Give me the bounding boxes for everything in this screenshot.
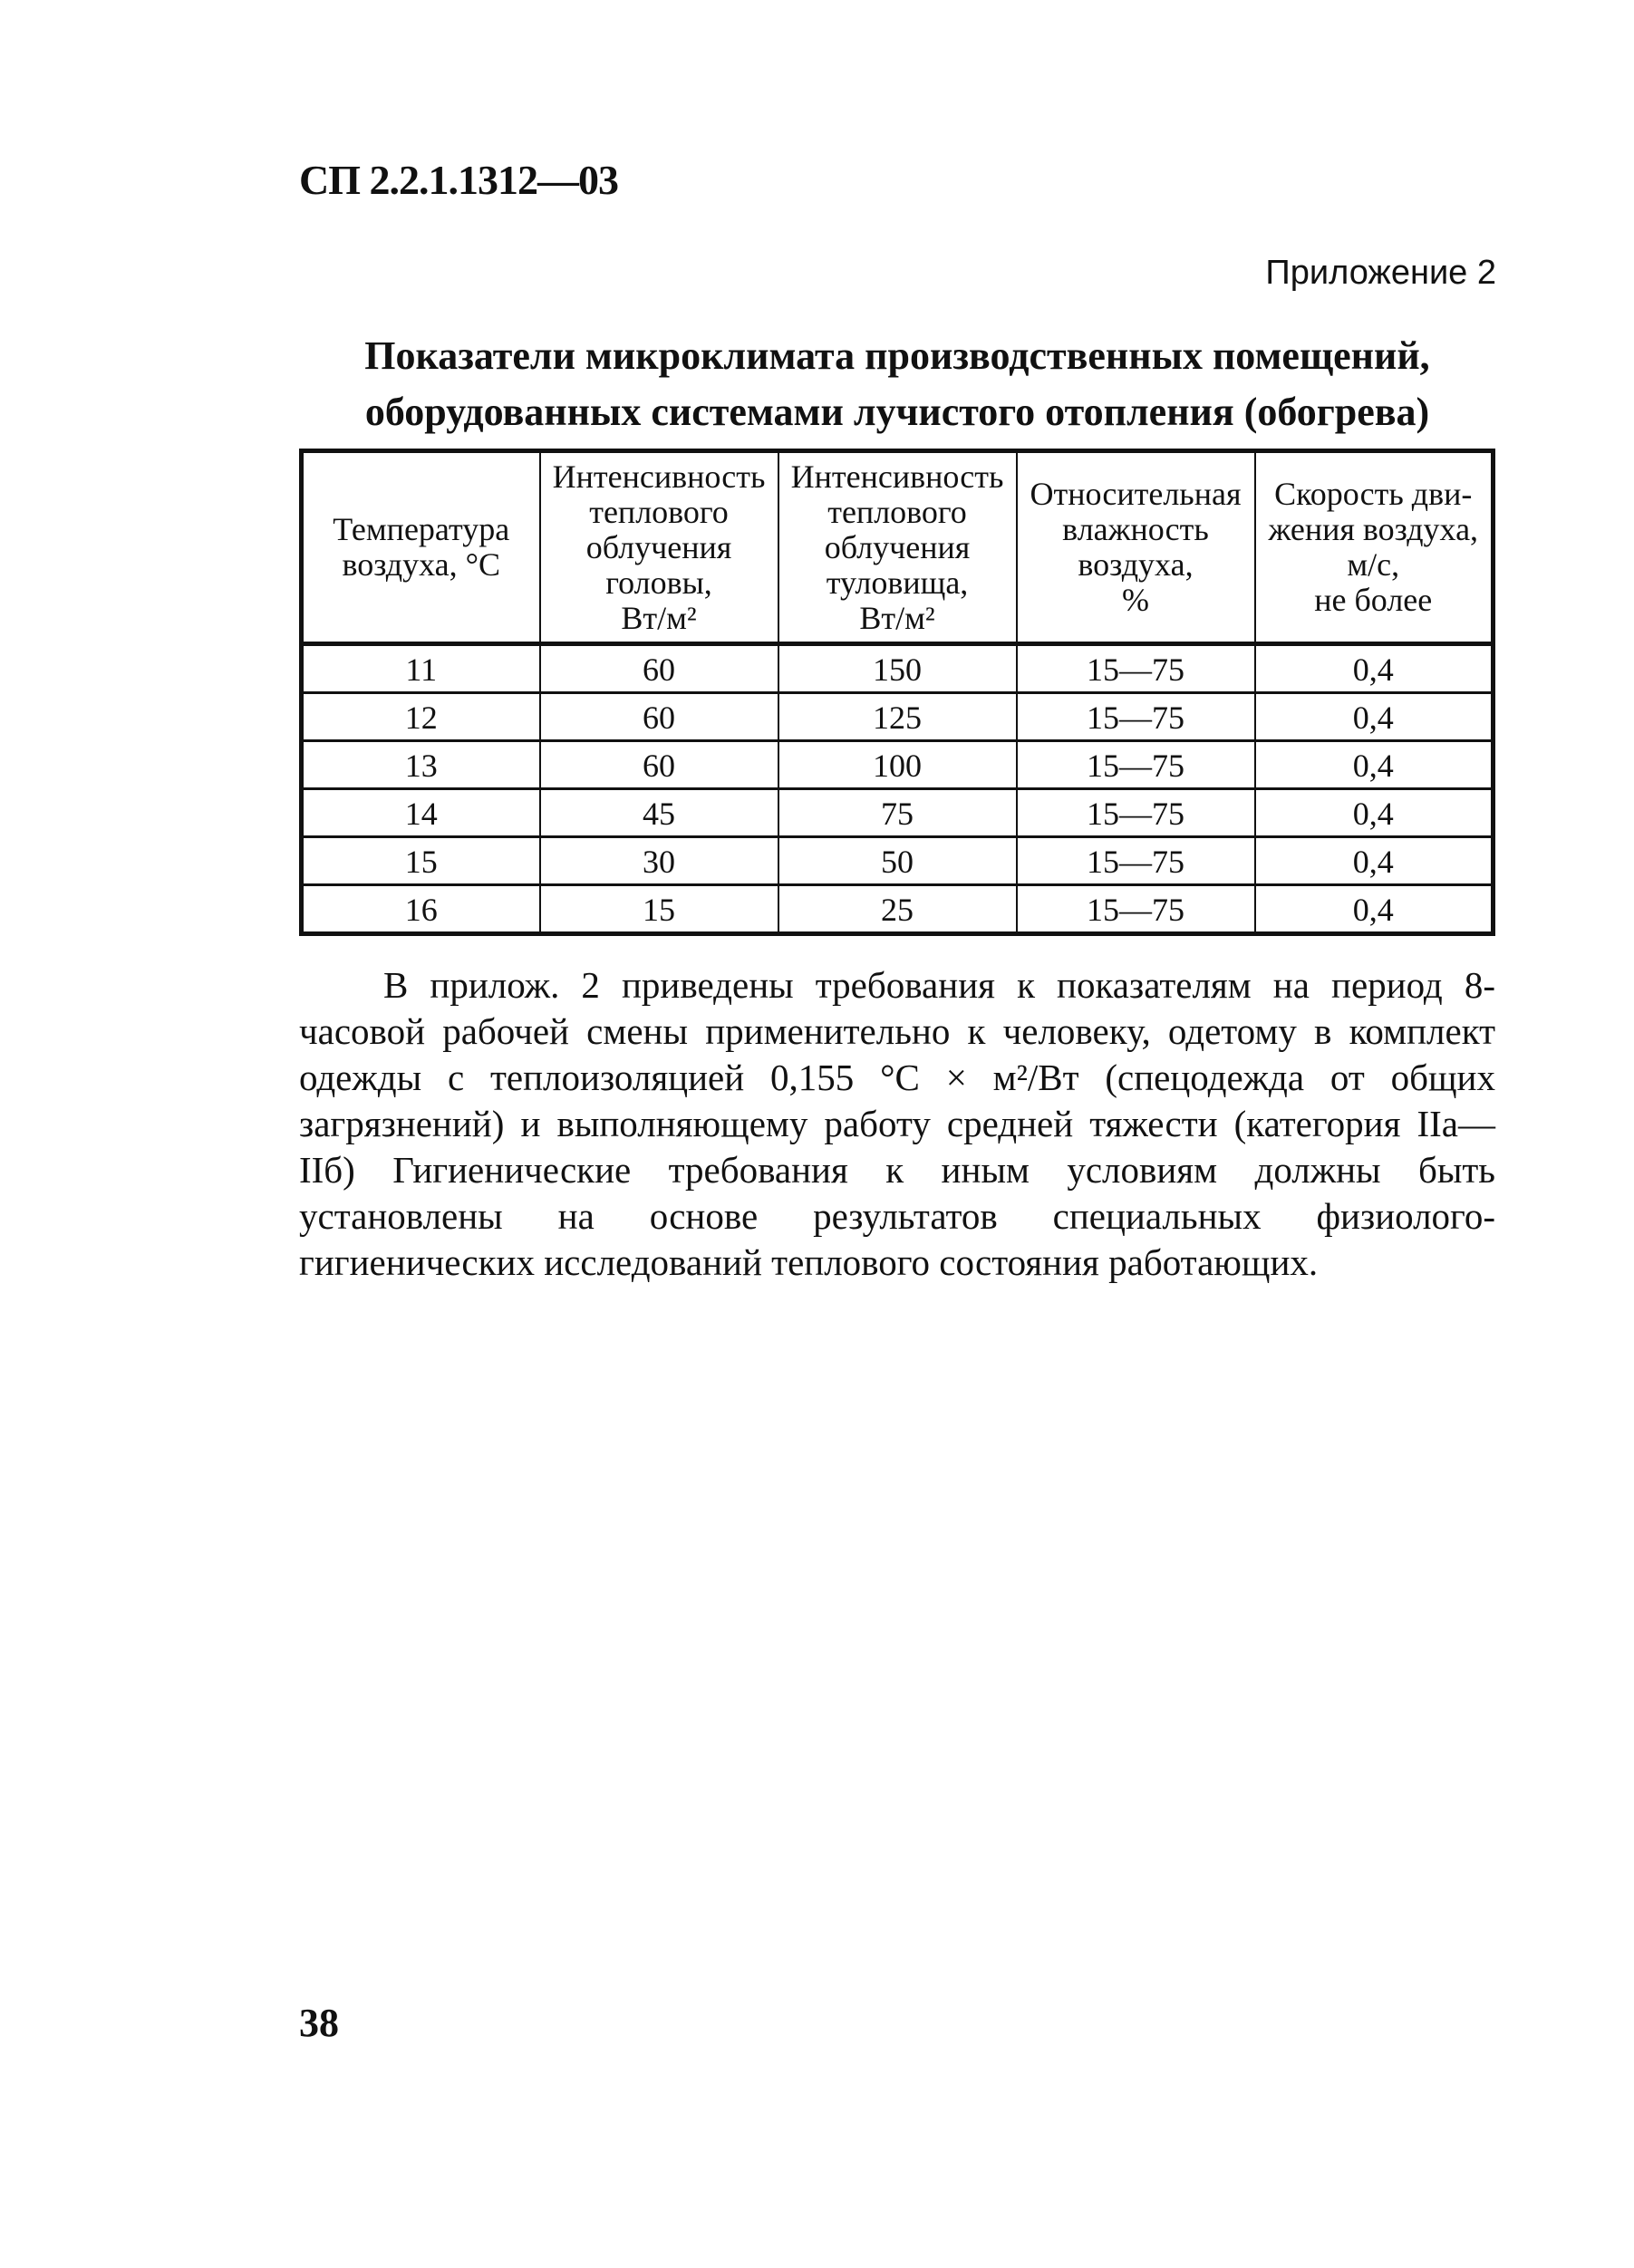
header-line: м/с, <box>1347 546 1400 583</box>
table-cell: 12 <box>302 693 540 741</box>
table-cell: 0,4 <box>1255 885 1494 934</box>
header-line: Относительная <box>1030 476 1242 512</box>
table-row <box>302 837 1494 885</box>
table-cell: 60 <box>540 693 778 741</box>
table-cell: 15—75 <box>1017 644 1255 693</box>
page-number: 38 <box>299 2001 339 2045</box>
header-line: не более <box>1314 582 1433 618</box>
table-title-line-1: Показатели микроклимата производственных помещений, <box>364 333 1430 378</box>
header-line: Вт/м² <box>859 599 935 636</box>
document-code: СП 2.2.1.1312—03 <box>299 157 618 203</box>
table-cell: 25 <box>778 885 1017 934</box>
table-cell: 15—75 <box>1017 741 1255 789</box>
table-cell: 15 <box>302 837 540 885</box>
table-cell: 125 <box>778 693 1017 741</box>
table-row <box>302 693 1494 741</box>
header-line: туловища, <box>826 564 969 601</box>
header-line: Интенсивность <box>552 458 766 495</box>
table-row <box>302 741 1494 789</box>
appendix-label: Приложение 2 <box>1265 254 1496 292</box>
header-line: Температура <box>333 511 510 547</box>
table-cell: 30 <box>540 837 778 885</box>
header-line: влажность <box>1062 511 1209 547</box>
table-row <box>302 644 1494 693</box>
table-cell: 50 <box>778 837 1017 885</box>
header-line: Вт/м² <box>621 599 697 636</box>
header-line: воздуха, °С <box>342 546 501 583</box>
table-cell: 15—75 <box>1017 837 1255 885</box>
header-line: жения воздуха, <box>1268 511 1479 547</box>
header-line: теплового <box>589 493 729 530</box>
table-cell: 15—75 <box>1017 885 1255 934</box>
header-line: облучения <box>824 528 971 565</box>
table-cell: 0,4 <box>1255 837 1494 885</box>
body-paragraph <box>299 962 1495 1286</box>
header-head-irradiation <box>540 451 778 644</box>
table-cell: 60 <box>540 741 778 789</box>
header-line: головы, <box>605 564 712 601</box>
table-row <box>302 789 1494 837</box>
table-cell: 15—75 <box>1017 693 1255 741</box>
header-line: Скорость дви- <box>1274 476 1473 512</box>
table-title-line-2: оборудованных системами лучистого отопления (обогрева) <box>364 390 1430 434</box>
table-cell: 0,4 <box>1255 644 1494 693</box>
header-line: % <box>1122 582 1149 618</box>
table-cell: 0,4 <box>1255 741 1494 789</box>
table-title <box>299 328 1495 440</box>
header-humidity <box>1017 451 1255 644</box>
table-cell: 14 <box>302 789 540 837</box>
table-cell: 45 <box>540 789 778 837</box>
table-cell: 11 <box>302 644 540 693</box>
table-cell: 75 <box>778 789 1017 837</box>
table-cell: 15 <box>540 885 778 934</box>
table-row <box>302 885 1494 934</box>
paragraph-text: В прилож. 2 приведены требования к показателям на период 8-часовой рабочей смены применительно к человеку, одетому в комплект одежды с теплоизоляцией 0,155 °С × м²/Вт (спецодежда от общих загрязнений) и выполняющему работу средней тяжести (категория IIа—IIб) Гигиенические требования к иным условиям должны быть установлены на основе результатов специальных физиолого-гигиенических исследований теплового состояния работающих. <box>299 964 1495 1283</box>
microclimate-table <box>299 449 1495 936</box>
table-cell: 60 <box>540 644 778 693</box>
table-header-row <box>302 451 1494 644</box>
table-cell: 0,4 <box>1255 789 1494 837</box>
table-cell: 16 <box>302 885 540 934</box>
header-line: воздуха, <box>1078 546 1194 583</box>
header-line: теплового <box>827 493 967 530</box>
table-cell: 0,4 <box>1255 693 1494 741</box>
header-body-irradiation <box>778 451 1017 644</box>
table-cell: 100 <box>778 741 1017 789</box>
table-cell: 150 <box>778 644 1017 693</box>
header-line: облучения <box>585 528 732 565</box>
header-temperature <box>302 451 540 644</box>
table-cell: 13 <box>302 741 540 789</box>
header-air-speed <box>1255 451 1494 644</box>
table-cell: 15—75 <box>1017 789 1255 837</box>
header-line: Интенсивность <box>790 458 1004 495</box>
